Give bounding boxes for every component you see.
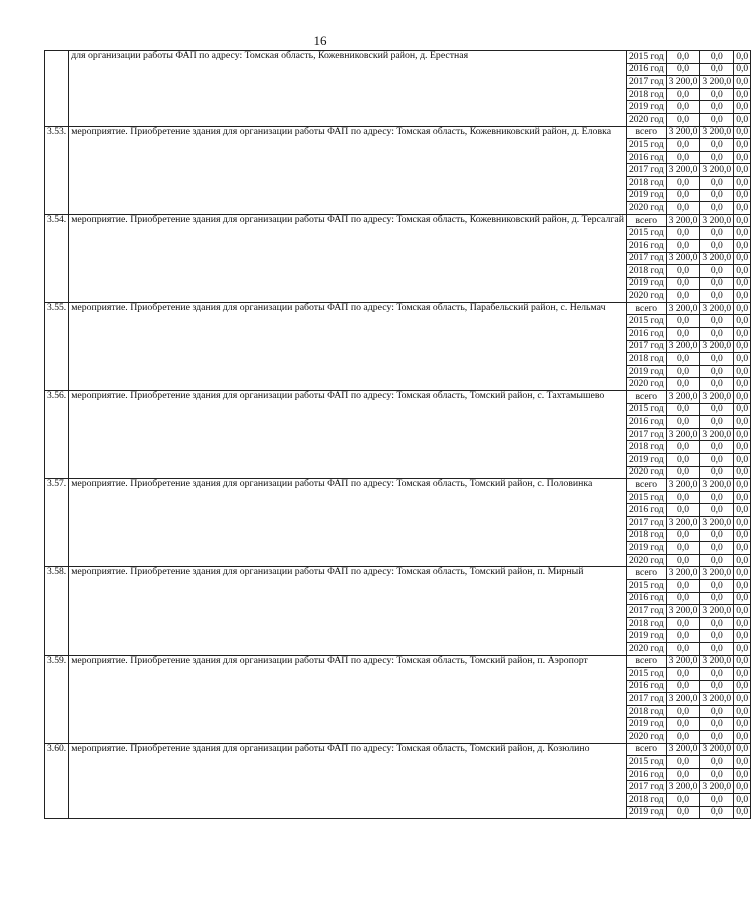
regional-amount-cell: 3 200,0	[700, 743, 734, 756]
regional-amount-cell: 0,0	[700, 365, 734, 378]
regional-amount-cell: 0,0	[700, 441, 734, 454]
regional-amount-cell: 3 200,0	[700, 252, 734, 265]
other-amount-cell: 0,0	[734, 391, 751, 404]
total-amount-cell: 3 200,0	[666, 479, 700, 492]
year-cell: 2016 год	[626, 680, 666, 693]
other-amount-cell: 0,0	[734, 479, 751, 492]
regional-amount-cell: 0,0	[700, 51, 734, 64]
regional-amount-cell: 0,0	[700, 617, 734, 630]
total-amount-cell: 0,0	[666, 416, 700, 429]
year-cell: 2017 год	[626, 340, 666, 353]
regional-amount-cell: 0,0	[700, 277, 734, 290]
year-cell: 2019 год	[626, 542, 666, 555]
other-amount-cell: 0,0	[734, 302, 751, 315]
total-amount-cell: 0,0	[666, 630, 700, 643]
regional-amount-cell: 3 200,0	[700, 479, 734, 492]
year-cell: 2015 год	[626, 756, 666, 769]
total-amount-cell: 0,0	[666, 353, 700, 366]
regional-amount-cell: 0,0	[700, 554, 734, 567]
year-cell: 2015 год	[626, 403, 666, 416]
regional-amount-cell: 0,0	[700, 579, 734, 592]
regional-amount-cell: 0,0	[700, 176, 734, 189]
total-amount-cell: 0,0	[666, 529, 700, 542]
other-amount-cell: 0,0	[734, 328, 751, 341]
year-cell: 2015 год	[626, 227, 666, 240]
regional-amount-cell: 3 200,0	[700, 605, 734, 618]
total-amount-cell: 0,0	[666, 113, 700, 126]
year-cell: 2017 год	[626, 781, 666, 794]
other-amount-cell: 0,0	[734, 252, 751, 265]
total-amount-cell: 0,0	[666, 151, 700, 164]
regional-amount-cell: 0,0	[700, 705, 734, 718]
other-amount-cell: 0,0	[734, 454, 751, 467]
total-amount-cell: 0,0	[666, 554, 700, 567]
year-cell: 2019 год	[626, 365, 666, 378]
total-amount-cell: 3 200,0	[666, 214, 700, 227]
other-amount-cell: 0,0	[734, 743, 751, 756]
year-cell: 2020 год	[626, 378, 666, 391]
item-number: 3.55.	[45, 302, 69, 390]
other-amount-cell: 0,0	[734, 113, 751, 126]
other-amount-cell: 0,0	[734, 617, 751, 630]
year-cell: всего	[626, 479, 666, 492]
other-amount-cell: 0,0	[734, 655, 751, 668]
regional-amount-cell: 3 200,0	[700, 126, 734, 139]
total-amount-cell: 3 200,0	[666, 655, 700, 668]
total-amount-cell: 3 200,0	[666, 428, 700, 441]
regional-amount-cell: 0,0	[700, 189, 734, 202]
year-cell: 2018 год	[626, 353, 666, 366]
year-cell: 2019 год	[626, 806, 666, 819]
other-amount-cell: 0,0	[734, 227, 751, 240]
regional-amount-cell: 3 200,0	[700, 655, 734, 668]
year-cell: всего	[626, 302, 666, 315]
other-amount-cell: 0,0	[734, 781, 751, 794]
total-amount-cell: 0,0	[666, 202, 700, 215]
other-amount-cell: 0,0	[734, 277, 751, 290]
total-amount-cell: 3 200,0	[666, 516, 700, 529]
other-amount-cell: 0,0	[734, 756, 751, 769]
item-number: 3.59.	[45, 655, 69, 743]
other-amount-cell: 0,0	[734, 579, 751, 592]
total-amount-cell: 0,0	[666, 328, 700, 341]
regional-amount-cell: 3 200,0	[700, 164, 734, 177]
budget-table	[44, 50, 751, 819]
other-amount-cell: 0,0	[734, 642, 751, 655]
other-amount-cell: 0,0	[734, 214, 751, 227]
table-row	[45, 655, 751, 668]
year-cell: 2015 год	[626, 491, 666, 504]
table-row	[45, 567, 751, 580]
regional-amount-cell: 0,0	[700, 239, 734, 252]
year-cell: 2019 год	[626, 630, 666, 643]
item-description: мероприятие. Приобретение здания для организации работы ФАП по адресу: Томская область, Томский район, п. Мирный	[69, 567, 627, 655]
year-cell: 2016 год	[626, 592, 666, 605]
year-cell: 2017 год	[626, 428, 666, 441]
other-amount-cell: 0,0	[734, 239, 751, 252]
other-amount-cell: 0,0	[734, 491, 751, 504]
other-amount-cell: 0,0	[734, 365, 751, 378]
total-amount-cell: 0,0	[666, 378, 700, 391]
total-amount-cell: 3 200,0	[666, 605, 700, 618]
budget-table-body	[45, 51, 751, 819]
year-cell: 2017 год	[626, 252, 666, 265]
regional-amount-cell: 0,0	[700, 756, 734, 769]
total-amount-cell: 0,0	[666, 768, 700, 781]
regional-amount-cell: 3 200,0	[700, 567, 734, 580]
regional-amount-cell: 0,0	[700, 794, 734, 807]
other-amount-cell: 0,0	[734, 378, 751, 391]
total-amount-cell: 0,0	[666, 365, 700, 378]
other-amount-cell: 0,0	[734, 416, 751, 429]
other-amount-cell: 0,0	[734, 441, 751, 454]
total-amount-cell: 0,0	[666, 101, 700, 114]
total-amount-cell: 0,0	[666, 592, 700, 605]
regional-amount-cell: 3 200,0	[700, 76, 734, 89]
regional-amount-cell: 3 200,0	[700, 302, 734, 315]
item-description: мероприятие. Приобретение здания для организации работы ФАП по адресу: Томская область, Кожевниковский район, д. Еловка	[69, 126, 627, 214]
total-amount-cell: 3 200,0	[666, 693, 700, 706]
item-number: 3.53.	[45, 126, 69, 214]
regional-amount-cell: 0,0	[700, 718, 734, 731]
other-amount-cell: 0,0	[734, 63, 751, 76]
other-amount-cell: 0,0	[734, 680, 751, 693]
regional-amount-cell: 0,0	[700, 88, 734, 101]
year-cell: 2018 год	[626, 529, 666, 542]
total-amount-cell: 0,0	[666, 88, 700, 101]
regional-amount-cell: 0,0	[700, 529, 734, 542]
other-amount-cell: 0,0	[734, 353, 751, 366]
total-amount-cell: 0,0	[666, 617, 700, 630]
other-amount-cell: 0,0	[734, 176, 751, 189]
total-amount-cell: 0,0	[666, 642, 700, 655]
year-cell: 2016 год	[626, 328, 666, 341]
regional-amount-cell: 0,0	[700, 466, 734, 479]
regional-amount-cell: 0,0	[700, 151, 734, 164]
other-amount-cell: 0,0	[734, 265, 751, 278]
year-cell: 2020 год	[626, 202, 666, 215]
other-amount-cell: 0,0	[734, 76, 751, 89]
regional-amount-cell: 0,0	[700, 328, 734, 341]
total-amount-cell: 0,0	[666, 491, 700, 504]
regional-amount-cell: 0,0	[700, 768, 734, 781]
regional-amount-cell: 0,0	[700, 290, 734, 303]
total-amount-cell: 0,0	[666, 189, 700, 202]
year-cell: 2018 год	[626, 617, 666, 630]
year-cell: всего	[626, 743, 666, 756]
regional-amount-cell: 3 200,0	[700, 516, 734, 529]
other-amount-cell: 0,0	[734, 504, 751, 517]
regional-amount-cell: 0,0	[700, 353, 734, 366]
page-number: 16	[313, 33, 327, 48]
regional-amount-cell: 0,0	[700, 806, 734, 819]
year-cell: 2020 год	[626, 466, 666, 479]
other-amount-cell: 0,0	[734, 806, 751, 819]
regional-amount-cell: 0,0	[700, 680, 734, 693]
regional-amount-cell: 0,0	[700, 454, 734, 467]
regional-amount-cell: 0,0	[700, 491, 734, 504]
year-cell: 2018 год	[626, 441, 666, 454]
other-amount-cell: 0,0	[734, 202, 751, 215]
regional-amount-cell: 0,0	[700, 504, 734, 517]
year-cell: 2018 год	[626, 705, 666, 718]
total-amount-cell: 0,0	[666, 680, 700, 693]
total-amount-cell: 3 200,0	[666, 340, 700, 353]
total-amount-cell: 3 200,0	[666, 781, 700, 794]
regional-amount-cell: 0,0	[700, 542, 734, 555]
regional-amount-cell: 0,0	[700, 416, 734, 429]
total-amount-cell: 0,0	[666, 441, 700, 454]
item-number: 3.57.	[45, 479, 69, 567]
item-number: 3.58.	[45, 567, 69, 655]
total-amount-cell: 3 200,0	[666, 76, 700, 89]
total-amount-cell: 3 200,0	[666, 252, 700, 265]
regional-amount-cell: 0,0	[700, 315, 734, 328]
year-cell: всего	[626, 126, 666, 139]
year-cell: 2017 год	[626, 693, 666, 706]
other-amount-cell: 0,0	[734, 516, 751, 529]
item-number	[45, 51, 69, 127]
year-cell: всего	[626, 567, 666, 580]
table-row	[45, 51, 751, 64]
total-amount-cell: 0,0	[666, 277, 700, 290]
year-cell: всего	[626, 214, 666, 227]
year-cell: 2019 год	[626, 454, 666, 467]
total-amount-cell: 0,0	[666, 265, 700, 278]
total-amount-cell: 0,0	[666, 290, 700, 303]
item-description: мероприятие. Приобретение здания для организации работы ФАП по адресу: Томская область, Томский район, д. Козюлино	[69, 743, 627, 819]
year-cell: 2015 год	[626, 139, 666, 152]
regional-amount-cell: 3 200,0	[700, 340, 734, 353]
total-amount-cell: 0,0	[666, 139, 700, 152]
regional-amount-cell: 3 200,0	[700, 428, 734, 441]
regional-amount-cell: 0,0	[700, 202, 734, 215]
other-amount-cell: 0,0	[734, 101, 751, 114]
table-row	[45, 302, 751, 315]
total-amount-cell: 0,0	[666, 705, 700, 718]
other-amount-cell: 0,0	[734, 567, 751, 580]
regional-amount-cell: 0,0	[700, 139, 734, 152]
year-cell: 2016 год	[626, 504, 666, 517]
other-amount-cell: 0,0	[734, 139, 751, 152]
other-amount-cell: 0,0	[734, 630, 751, 643]
year-cell: 2019 год	[626, 718, 666, 731]
item-number: 3.60.	[45, 743, 69, 819]
item-description: мероприятие. Приобретение здания для организации работы ФАП по адресу: Томская область, Кожевниковский район, д. Терсалгай	[69, 214, 627, 302]
other-amount-cell: 0,0	[734, 693, 751, 706]
other-amount-cell: 0,0	[734, 151, 751, 164]
year-cell: 2017 год	[626, 76, 666, 89]
total-amount-cell: 0,0	[666, 176, 700, 189]
total-amount-cell: 3 200,0	[666, 302, 700, 315]
year-cell: 2018 год	[626, 176, 666, 189]
total-amount-cell: 0,0	[666, 239, 700, 252]
item-number: 3.54.	[45, 214, 69, 302]
year-cell: 2020 год	[626, 642, 666, 655]
total-amount-cell: 0,0	[666, 579, 700, 592]
other-amount-cell: 0,0	[734, 315, 751, 328]
regional-amount-cell: 0,0	[700, 731, 734, 744]
other-amount-cell: 0,0	[734, 768, 751, 781]
regional-amount-cell: 0,0	[700, 265, 734, 278]
total-amount-cell: 0,0	[666, 794, 700, 807]
total-amount-cell: 3 200,0	[666, 164, 700, 177]
year-cell: всего	[626, 391, 666, 404]
year-cell: 2020 год	[626, 290, 666, 303]
other-amount-cell: 0,0	[734, 718, 751, 731]
item-description: мероприятие. Приобретение здания для организации работы ФАП по адресу: Томская область, Парабельский район, с. Нельмач	[69, 302, 627, 390]
regional-amount-cell: 0,0	[700, 378, 734, 391]
table-row	[45, 126, 751, 139]
year-cell: 2016 год	[626, 151, 666, 164]
year-cell: 2017 год	[626, 605, 666, 618]
item-description: мероприятие. Приобретение здания для организации работы ФАП по адресу: Томская область, Томский район, п. Аэропорт	[69, 655, 627, 743]
regional-amount-cell: 0,0	[700, 592, 734, 605]
regional-amount-cell: 0,0	[700, 630, 734, 643]
total-amount-cell: 0,0	[666, 454, 700, 467]
total-amount-cell: 0,0	[666, 504, 700, 517]
regional-amount-cell: 0,0	[700, 63, 734, 76]
other-amount-cell: 0,0	[734, 542, 751, 555]
other-amount-cell: 0,0	[734, 189, 751, 202]
regional-amount-cell: 0,0	[700, 227, 734, 240]
regional-amount-cell: 0,0	[700, 668, 734, 681]
total-amount-cell: 3 200,0	[666, 743, 700, 756]
total-amount-cell: 0,0	[666, 51, 700, 64]
year-cell: 2020 год	[626, 731, 666, 744]
table-row	[45, 479, 751, 492]
other-amount-cell: 0,0	[734, 794, 751, 807]
year-cell: 2017 год	[626, 516, 666, 529]
year-cell: 2015 год	[626, 668, 666, 681]
other-amount-cell: 0,0	[734, 126, 751, 139]
total-amount-cell: 0,0	[666, 668, 700, 681]
total-amount-cell: 0,0	[666, 718, 700, 731]
year-cell: 2020 год	[626, 113, 666, 126]
total-amount-cell: 3 200,0	[666, 126, 700, 139]
year-cell: 2019 год	[626, 277, 666, 290]
other-amount-cell: 0,0	[734, 668, 751, 681]
regional-amount-cell: 0,0	[700, 403, 734, 416]
year-cell: 2018 год	[626, 88, 666, 101]
total-amount-cell: 0,0	[666, 542, 700, 555]
total-amount-cell: 3 200,0	[666, 567, 700, 580]
regional-amount-cell: 0,0	[700, 113, 734, 126]
total-amount-cell: 0,0	[666, 63, 700, 76]
other-amount-cell: 0,0	[734, 592, 751, 605]
other-amount-cell: 0,0	[734, 164, 751, 177]
year-cell: 2015 год	[626, 51, 666, 64]
year-cell: 2016 год	[626, 768, 666, 781]
item-description: для организации работы ФАП по адресу: Томская область, Кожевниковский район, д. Ерестная	[69, 51, 627, 127]
other-amount-cell: 0,0	[734, 466, 751, 479]
year-cell: 2017 год	[626, 164, 666, 177]
other-amount-cell: 0,0	[734, 290, 751, 303]
total-amount-cell: 0,0	[666, 227, 700, 240]
other-amount-cell: 0,0	[734, 605, 751, 618]
item-number: 3.56.	[45, 391, 69, 479]
regional-amount-cell: 3 200,0	[700, 693, 734, 706]
year-cell: 2019 год	[626, 189, 666, 202]
other-amount-cell: 0,0	[734, 554, 751, 567]
other-amount-cell: 0,0	[734, 705, 751, 718]
item-description: мероприятие. Приобретение здания для организации работы ФАП по адресу: Томская область, Томский район, с. Тахтамышево	[69, 391, 627, 479]
total-amount-cell: 0,0	[666, 315, 700, 328]
regional-amount-cell: 3 200,0	[700, 781, 734, 794]
other-amount-cell: 0,0	[734, 428, 751, 441]
regional-amount-cell: 3 200,0	[700, 391, 734, 404]
other-amount-cell: 0,0	[734, 51, 751, 64]
year-cell: 2018 год	[626, 794, 666, 807]
year-cell: 2019 год	[626, 101, 666, 114]
year-cell: всего	[626, 655, 666, 668]
table-row	[45, 214, 751, 227]
regional-amount-cell: 0,0	[700, 101, 734, 114]
regional-amount-cell: 3 200,0	[700, 214, 734, 227]
other-amount-cell: 0,0	[734, 88, 751, 101]
total-amount-cell: 3 200,0	[666, 391, 700, 404]
other-amount-cell: 0,0	[734, 403, 751, 416]
year-cell: 2015 год	[626, 579, 666, 592]
other-amount-cell: 0,0	[734, 731, 751, 744]
table-row	[45, 743, 751, 756]
year-cell: 2015 год	[626, 315, 666, 328]
year-cell: 2016 год	[626, 239, 666, 252]
other-amount-cell: 0,0	[734, 529, 751, 542]
year-cell: 2016 год	[626, 63, 666, 76]
total-amount-cell: 0,0	[666, 731, 700, 744]
year-cell: 2018 год	[626, 265, 666, 278]
total-amount-cell: 0,0	[666, 466, 700, 479]
total-amount-cell: 0,0	[666, 756, 700, 769]
year-cell: 2020 год	[626, 554, 666, 567]
other-amount-cell: 0,0	[734, 340, 751, 353]
year-cell: 2016 год	[626, 416, 666, 429]
table-row	[45, 391, 751, 404]
regional-amount-cell: 0,0	[700, 642, 734, 655]
item-description: мероприятие. Приобретение здания для организации работы ФАП по адресу: Томская область, Томский район, с. Половинка	[69, 479, 627, 567]
total-amount-cell: 0,0	[666, 403, 700, 416]
total-amount-cell: 0,0	[666, 806, 700, 819]
